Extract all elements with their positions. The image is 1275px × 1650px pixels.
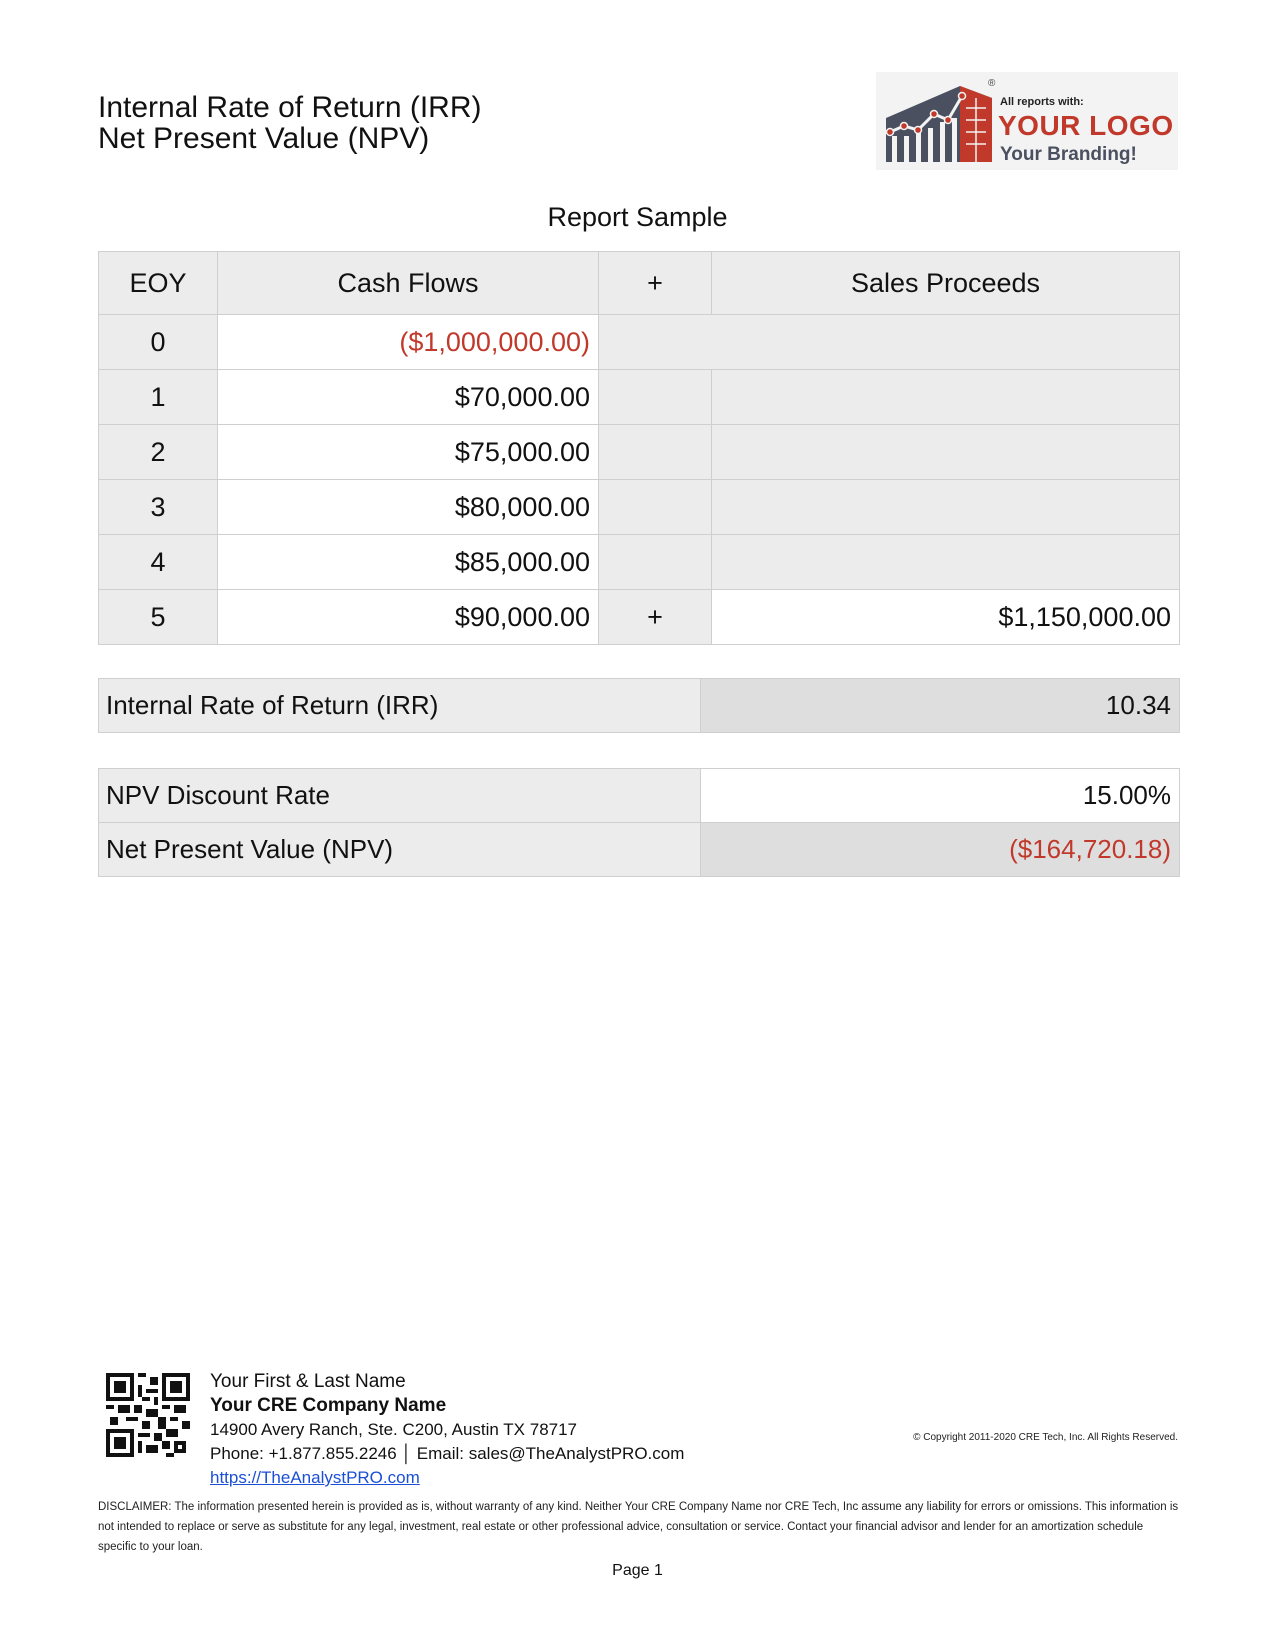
- title-line-npv: Net Present Value (NPV): [98, 122, 430, 155]
- cash-flow-cell: $75,000.00: [218, 425, 599, 480]
- cash-flow-cell: $70,000.00: [218, 370, 599, 425]
- plus-cell: [599, 425, 712, 480]
- report-title: [98, 92, 481, 154]
- eoy-cell: 5: [99, 590, 218, 645]
- npv-label: Net Present Value (NPV): [99, 823, 701, 877]
- logo-tagline: All reports with:: [1000, 96, 1084, 108]
- npv-result-table: [98, 768, 1180, 877]
- disclaimer: DISCLAIMER: The information presented herein is provided as is, without warranty of any kind. Neither Your CRE Company Name nor CRE Tech, Inc assume any liability for errors or omissions. This information is not intended to replace or serve as substitute for any legal, investment, real estate or other professional advice, consultation or service. Contact your financial advisor and lender for an amortization schedule specific to your loan.: [98, 1501, 1179, 1553]
- sales-proceeds-cell: [712, 315, 1180, 370]
- eoy-cell: 0: [99, 315, 218, 370]
- eoy-cell: 2: [99, 425, 218, 480]
- header-plus: +: [599, 252, 712, 315]
- website-link[interactable]: https://TheAnalystPRO.com: [210, 1468, 420, 1487]
- contact-block: [210, 1370, 684, 1490]
- table-row: [99, 370, 1180, 425]
- table-row: [99, 590, 1180, 645]
- cash-flow-table: [98, 251, 1180, 645]
- company-logo: [876, 72, 1178, 170]
- header-cash-flows: Cash Flows: [218, 252, 599, 315]
- discount-rate-row: [99, 769, 1180, 823]
- logo-name: YOUR LOGO: [998, 110, 1174, 141]
- phone-email: Phone: +1.877.855.2246 │ Email: sales@TheAnalystPRO.com: [210, 1444, 685, 1463]
- qr-code-icon: [106, 1373, 190, 1457]
- contact-name: Your First & Last Name: [210, 1371, 406, 1392]
- sales-proceeds-cell: [712, 480, 1180, 535]
- cash-flow-cell: $90,000.00: [218, 590, 599, 645]
- irr-result-table: [98, 678, 1180, 733]
- irr-value: 10.34: [701, 679, 1180, 733]
- header-eoy: EOY: [99, 252, 218, 315]
- eoy-cell: 3: [99, 480, 218, 535]
- table-row: [99, 535, 1180, 590]
- plus-cell: [599, 480, 712, 535]
- building-chart-icon: [882, 78, 1002, 164]
- header-sales-proceeds: Sales Proceeds: [712, 252, 1180, 315]
- table-row: [99, 480, 1180, 535]
- logo-branding: Your Branding!: [1000, 144, 1137, 165]
- plus-cell: [599, 370, 712, 425]
- cash-flow-cell: $85,000.00: [218, 535, 599, 590]
- discount-rate-label: NPV Discount Rate: [99, 769, 701, 823]
- report-subtitle: Report Sample: [547, 202, 728, 232]
- cash-flow-cell: $80,000.00: [218, 480, 599, 535]
- plus-cell: [599, 315, 712, 370]
- npv-value: ($164,720.18): [701, 823, 1180, 877]
- address: 14900 Avery Ranch, Ste. C200, Austin TX 78717: [210, 1420, 578, 1439]
- copyright: © Copyright 2011-2020 CRE Tech, Inc. All Rights Reserved.: [913, 1432, 1178, 1443]
- page-number: Page 1: [612, 1562, 663, 1579]
- table-header-row: [99, 252, 1180, 315]
- company-name: Your CRE Company Name: [210, 1395, 447, 1416]
- plus-cell: [599, 535, 712, 590]
- sales-proceeds-cell: [712, 425, 1180, 480]
- table-row: [99, 315, 1180, 370]
- discount-rate-value: 15.00%: [701, 769, 1180, 823]
- eoy-cell: 1: [99, 370, 218, 425]
- plus-cell: +: [599, 590, 712, 645]
- table-row: [99, 425, 1180, 480]
- registered-mark: ®: [988, 78, 996, 89]
- sales-proceeds-cell: [712, 535, 1180, 590]
- irr-label: Internal Rate of Return (IRR): [99, 679, 701, 733]
- eoy-cell: 4: [99, 535, 218, 590]
- title-line-irr: Internal Rate of Return (IRR): [98, 91, 482, 124]
- cash-flow-cell: ($1,000,000.00): [218, 315, 599, 370]
- irr-row: [99, 679, 1180, 733]
- npv-row: [99, 823, 1180, 877]
- sales-proceeds-cell: [712, 370, 1180, 425]
- sales-proceeds-cell: $1,150,000.00: [712, 590, 1180, 645]
